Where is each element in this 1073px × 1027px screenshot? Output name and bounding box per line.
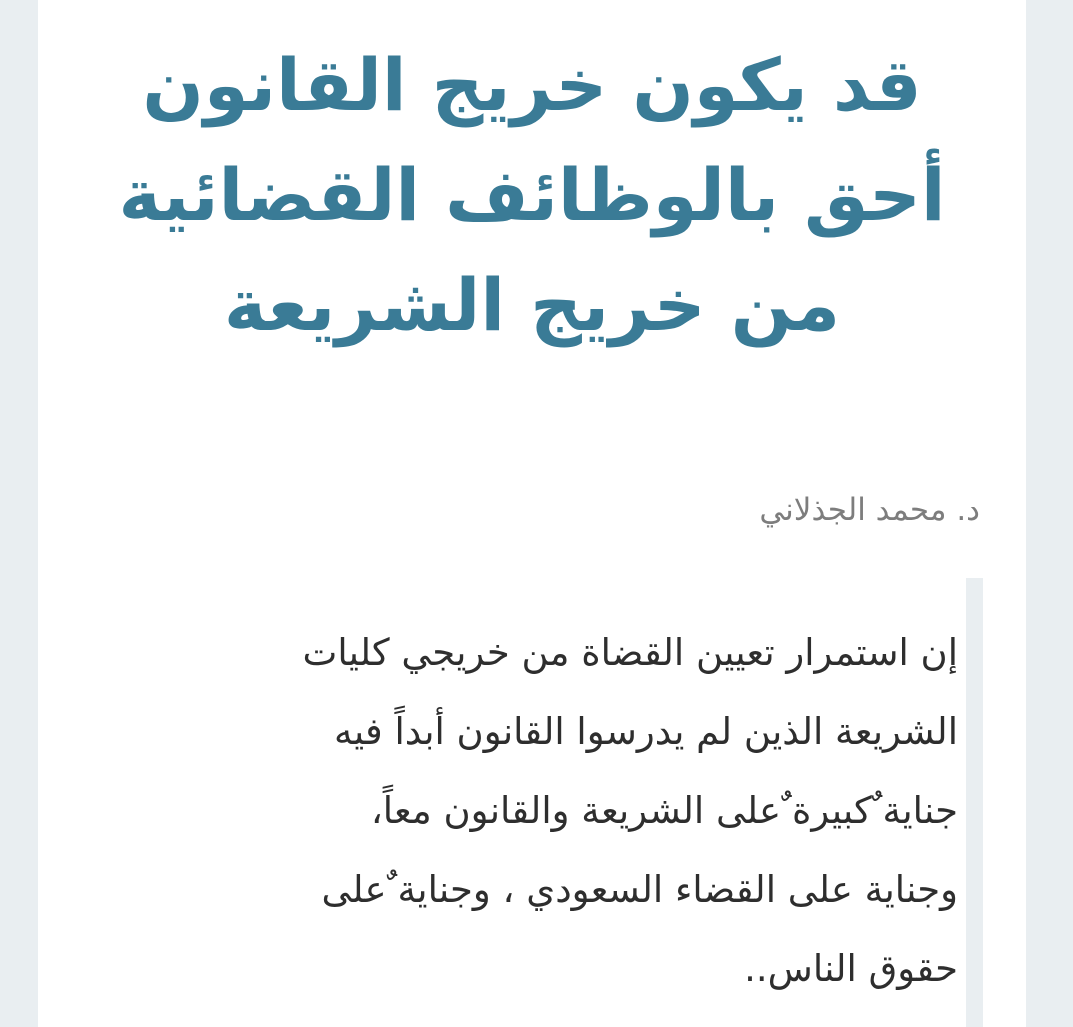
pull-quote [188, 613, 958, 1008]
author-name: د. محمد الجذلاني [759, 492, 980, 528]
quote-line: الشريعة الذين لم يدرسوا القانون أبداً فيه [334, 710, 958, 753]
title-line: قد يكون خريج القانون [142, 43, 922, 127]
title-line: من خريج الشريعة [223, 263, 841, 347]
quote-line: وجناية على القضاء السعودي ، وجناية ٌعلى [321, 868, 958, 911]
article-title [98, 30, 966, 360]
quote-line: جناية ٌكبيرة ٌعلى الشريعة والقانون معاً، [370, 789, 958, 832]
blockquote-bar [966, 578, 983, 1027]
quote-line: حقوق الناس.. [744, 947, 958, 990]
quote-line: إن استمرار تعيين القضاة من خريجي كليات [302, 631, 958, 674]
article-page [38, 0, 1026, 1027]
title-line: أحق بالوظائف القضائية [118, 153, 946, 237]
